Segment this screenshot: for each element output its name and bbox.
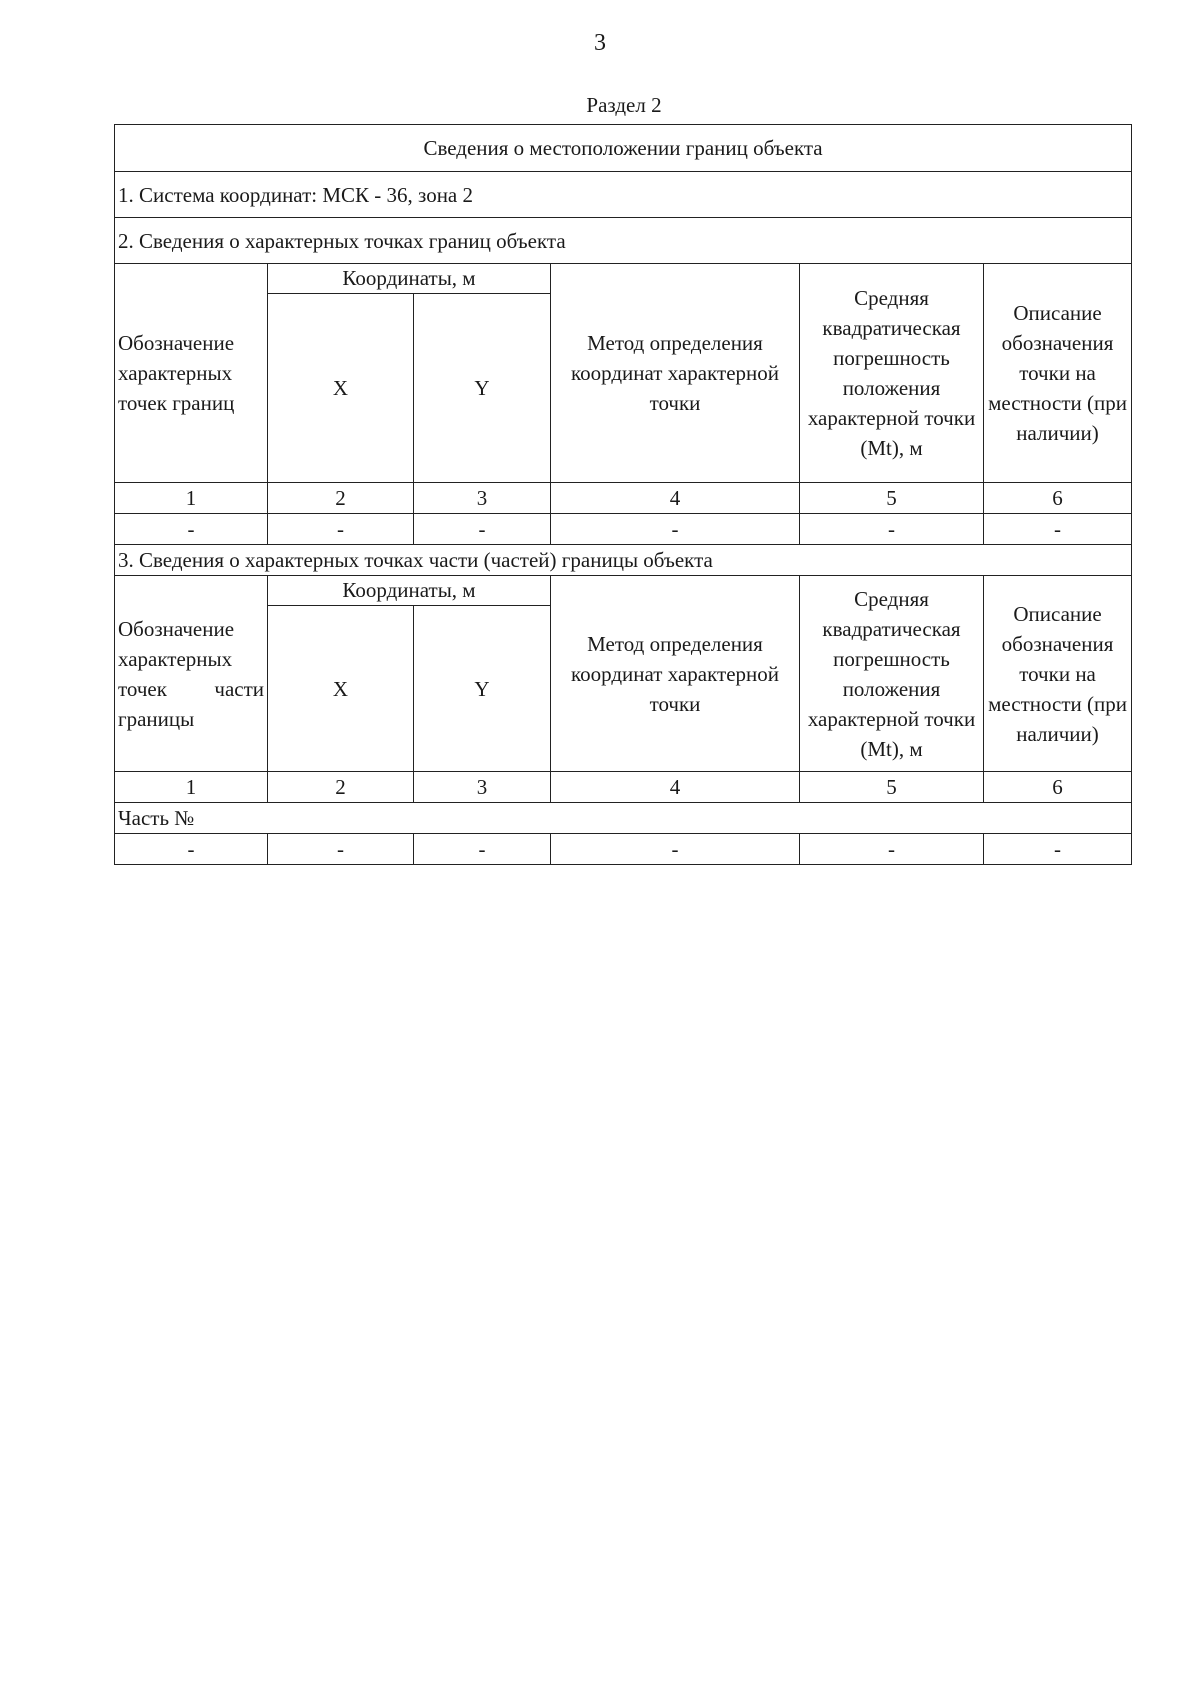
block3-coords-group: Координаты, м (268, 576, 551, 606)
block3-num-2: 2 (268, 772, 414, 803)
table-heading: Сведения о местоположении границ объекта (115, 125, 1132, 172)
block3-col1-header: Обозначение характерных точек части границы (115, 576, 268, 772)
block3-number-row (115, 772, 1132, 803)
block2-num-1: 1 (115, 483, 268, 514)
block2-col1-header: Обозначение характерных точек границ (115, 264, 268, 483)
block2-num-5: 5 (800, 483, 984, 514)
block2-col5-header: Средняя квадратическая погрешность положения характерной точки (Mt), м (800, 264, 984, 483)
block3-col4-header: Метод определения координат характерной точки (551, 576, 800, 772)
block3-col5-header: Средняя квадратическая погрешность положения характерной точки (Mt), м (800, 576, 984, 772)
block2-num-2: 2 (268, 483, 414, 514)
block2-col-y: Y (414, 294, 551, 483)
block3-dash-row (115, 834, 1132, 865)
block3-col6-header: Описание обозначения точки на местности (при наличии) (984, 576, 1132, 772)
block2-col6-header: Описание обозначения точки на местности (при наличии) (984, 264, 1132, 483)
table-cell: - (984, 834, 1132, 865)
block3-col-y: Y (414, 606, 551, 772)
block2-col4-header: Метод определения координат характерной точки (551, 264, 800, 483)
block2-num-3: 3 (414, 483, 551, 514)
block2-coords-group: Координаты, м (268, 264, 551, 294)
coord-system-row (115, 172, 1132, 218)
table-cell: - (800, 514, 984, 545)
block2-num-4: 4 (551, 483, 800, 514)
block3-num-5: 5 (800, 772, 984, 803)
table-cell: - (984, 514, 1132, 545)
table-cell: - (551, 514, 800, 545)
block2-number-row (115, 483, 1132, 514)
block3-num-3: 3 (414, 772, 551, 803)
part-label: Часть № (115, 803, 1132, 834)
table-cell: - (800, 834, 984, 865)
table-cell: - (268, 834, 414, 865)
block3-title-row (115, 545, 1132, 576)
section-title: Раздел 2 (586, 93, 662, 117)
block3-col-x: X (268, 606, 414, 772)
table-cell: - (414, 834, 551, 865)
block2-title: 2. Сведения о характерных точках границ объекта (115, 218, 1132, 264)
block2-num-6: 6 (984, 483, 1132, 514)
block2-col-x: X (268, 294, 414, 483)
table-cell: - (115, 514, 268, 545)
block2-dash-row (115, 514, 1132, 545)
block3-num-6: 6 (984, 772, 1132, 803)
table-cell: - (268, 514, 414, 545)
block3-num-1: 1 (115, 772, 268, 803)
block3-header-row-top (115, 576, 1132, 606)
block3-part-row (115, 803, 1132, 834)
table-cell: - (414, 514, 551, 545)
block2-title-row (115, 218, 1132, 264)
boundary-table (114, 124, 1132, 865)
table-cell: - (115, 834, 268, 865)
coord-system: 1. Система координат: МСК - 36, зона 2 (115, 172, 1132, 218)
table-heading-row (115, 125, 1132, 172)
table-cell: - (551, 834, 800, 865)
block3-title: 3. Сведения о характерных точках части (частей) границы объекта (115, 545, 1132, 576)
block2-header-row-top (115, 264, 1132, 294)
page-number: 3 (594, 30, 606, 56)
block3-num-4: 4 (551, 772, 800, 803)
